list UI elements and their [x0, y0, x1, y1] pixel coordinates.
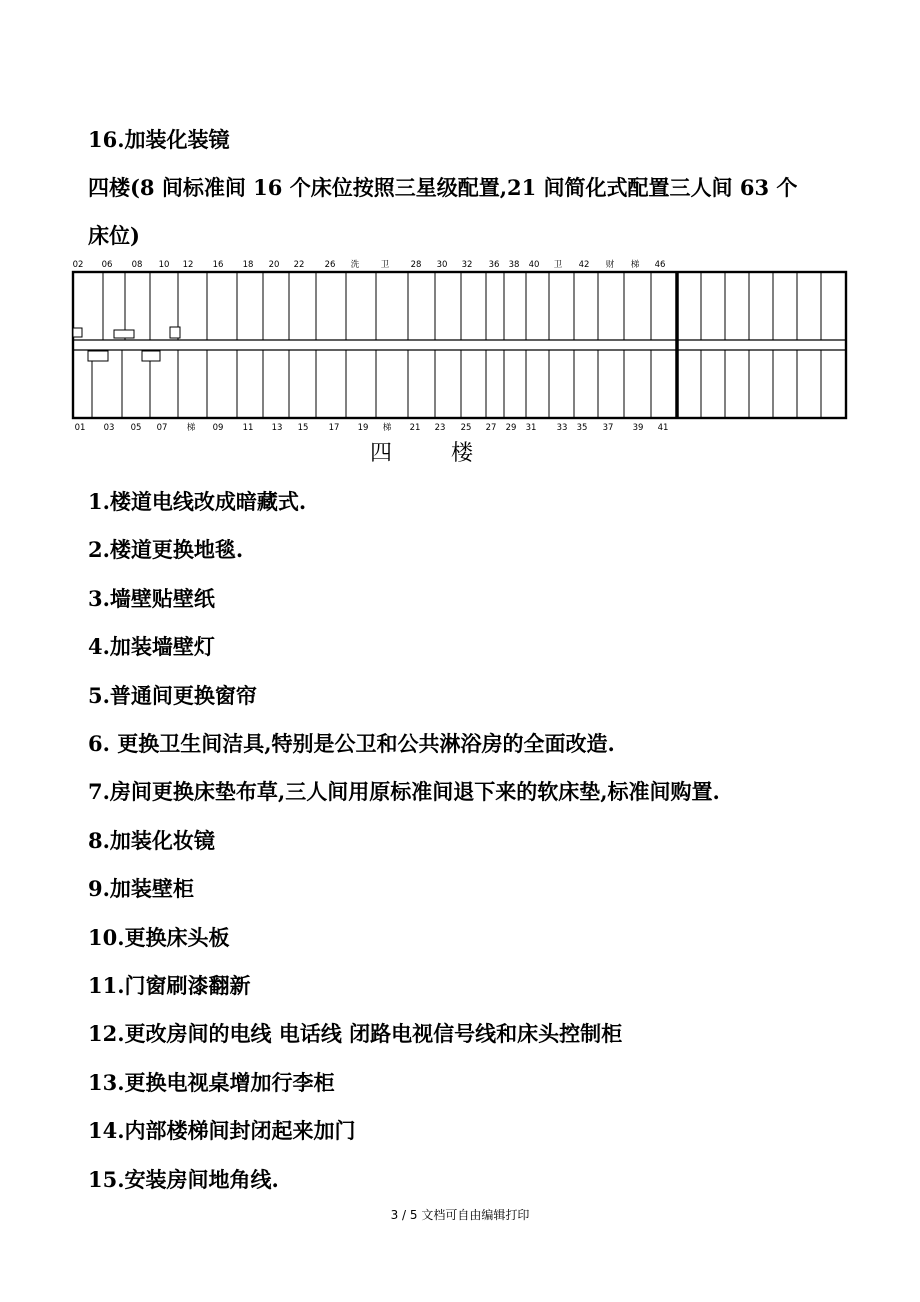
room-label-bottom: 23	[434, 423, 446, 433]
room-label-top: 18	[242, 260, 254, 270]
list-item: 14.内部楼梯间封闭起来加门	[88, 1118, 356, 1144]
room-label-top: 30	[436, 260, 448, 270]
fixture-box	[114, 330, 134, 338]
room-label-top: 36	[488, 260, 500, 270]
room-label-top: 22	[293, 260, 305, 270]
room-label-bottom: 25	[460, 423, 472, 433]
list-item: 1.楼道电线改成暗藏式.	[88, 489, 307, 514]
list-item: 15.安装房间地角线.	[88, 1166, 279, 1192]
room-label-top: 卫	[553, 260, 563, 270]
list-item: 8.加装化妆镜	[88, 827, 215, 853]
list-item: 7.房间更换床垫布草,三人间用原标准间退下来的软床垫,标准间购置.	[88, 779, 720, 805]
room-label-bottom: 13	[271, 423, 283, 433]
room-label-bottom: 19	[357, 423, 369, 433]
list-item: 4.加装墙壁灯	[88, 634, 215, 660]
building-outline	[73, 272, 846, 418]
list-item: 9.加装壁柜	[88, 876, 194, 902]
list-item: 10.更换床头板	[88, 924, 230, 950]
caption-char-1: 四	[370, 441, 395, 466]
list-item: 3.墙壁贴壁纸	[88, 585, 215, 611]
room-label-bottom: 09	[212, 423, 224, 433]
room-label-bottom: 27	[485, 423, 497, 433]
room-label-top: 26	[324, 260, 336, 270]
room-label-bottom: 35	[576, 423, 588, 433]
heading-item: 16.加装化装镜	[88, 127, 230, 152]
room-label-top: 38	[508, 260, 520, 270]
floor-plan	[70, 256, 850, 436]
room-label-top: 08	[131, 260, 143, 270]
room-label-bottom: 15	[297, 423, 309, 433]
room-label-bottom: 梯	[186, 423, 196, 433]
room-label-top: 10	[158, 260, 170, 270]
room-label-bottom: 01	[74, 423, 86, 433]
floor-plan-drawing	[70, 256, 850, 436]
room-label-bottom: 39	[632, 423, 644, 433]
room-label-bottom: 07	[156, 423, 168, 433]
room-label-top: 02	[72, 260, 84, 270]
room-label-bottom: 37	[602, 423, 614, 433]
list-item: 6. 更换卫生间洁具,特别是公卫和公共淋浴房的全面改造.	[88, 731, 615, 756]
list-item: 12.更改房间的电线 电话线 闭路电视信号线和床头控制柜	[88, 1021, 623, 1047]
room-label-top: 42	[578, 260, 590, 270]
room-label-top: 06	[101, 260, 113, 270]
room-label-bottom: 31	[525, 423, 537, 433]
room-label-top: 28	[410, 260, 422, 270]
list-item: 13.更换电视桌增加行李柜	[88, 1069, 335, 1095]
room-label-bottom: 11	[242, 423, 254, 433]
room-label-top: 梯	[630, 260, 640, 270]
room-label-top: 40	[528, 260, 540, 270]
room-label-top: 46	[654, 260, 666, 270]
fixture-box	[170, 327, 180, 338]
room-label-bottom: 41	[657, 423, 669, 433]
fixture-box	[73, 328, 82, 337]
room-label-bottom: 33	[556, 423, 568, 433]
fixture-box	[88, 351, 108, 361]
floor-intro-line1: 四楼(8 间标准间 16 个床位按照三星级配置,21 间简化式配置三人间 63 个	[88, 175, 798, 200]
floor-intro-line2: 床位)	[88, 223, 140, 248]
floor-plan-caption	[370, 436, 475, 467]
room-label-bottom: 03	[103, 423, 115, 433]
fixture-box	[142, 351, 160, 361]
room-label-top: 32	[461, 260, 473, 270]
caption-char-2: 楼	[451, 441, 476, 466]
room-label-top: 16	[212, 260, 224, 270]
room-label-top: 财	[605, 260, 615, 270]
room-label-bottom: 17	[328, 423, 340, 433]
list-item: 5.普通间更换窗帘	[88, 682, 257, 708]
room-label-bottom: 29	[505, 423, 517, 433]
room-label-bottom: 05	[130, 423, 142, 433]
list-item: 2.楼道更换地毯.	[88, 537, 244, 563]
room-label-bottom: 21	[409, 423, 421, 433]
room-label-top: 20	[268, 260, 280, 270]
page-footer: 3 / 5 文档可自由编辑打印	[390, 1208, 530, 1222]
room-label-top: 洗	[350, 260, 360, 270]
room-label-bottom: 梯	[382, 423, 392, 433]
room-label-top: 12	[182, 260, 194, 270]
room-label-top: 卫	[380, 260, 390, 270]
list-item: 11.门窗刷漆翻新	[88, 973, 251, 998]
